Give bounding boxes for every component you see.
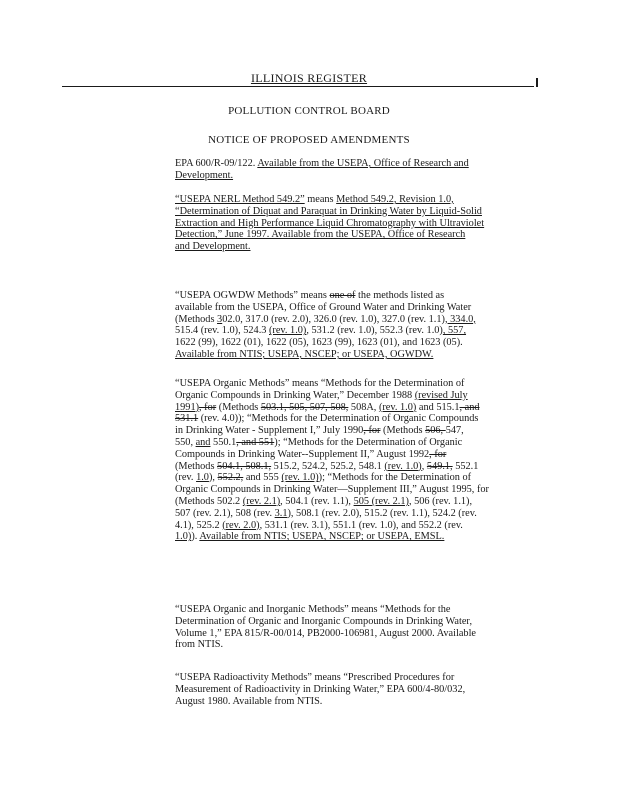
text-run: 1622 (99), 1622 (01), 1622 (05), 1623 (99), 1623 (01), and 1623 (05). [175,337,463,349]
deleted-text: 504.1, 508.1, [217,460,272,472]
text-line [175,206,535,218]
inserted-text: “Determination of Diquat and Paraquat in Drinking Water by Liquid-Solid [175,205,482,217]
text-run: Measurement of Radioactivity in Drinking Water,” EPA 600/4-80/032, [175,683,466,695]
text-line [175,496,535,508]
deleted-text: , and [459,401,480,413]
inserted-text: (rev. 1.0) [384,460,422,472]
text-line [175,520,535,532]
inserted-text: Available from NTIS; USEPA, NSCEP; or USEPA, OGWDW. [175,348,434,360]
board-title: POLLUTION CONTROL BOARD [228,105,390,117]
inserted-text: 3.1 [274,507,288,519]
inserted-text: (rev. 1.0) [281,472,319,484]
inserted-text: 505 (rev. 2.1) [353,495,409,507]
register-title-text: ILLINOIS REGISTER [247,71,371,85]
text-line [175,229,535,241]
text-line [175,337,535,349]
text-run: “USEPA Organic and Inorganic Methods” means “Methods for the [175,604,451,615]
text-run: Organic Compounds in Drinking Water—Supplement III,” August 1995, for [175,484,489,496]
notice-title: NOTICE OF PROPOSED AMENDMENTS [208,134,410,146]
inserted-text: (revised July [414,389,468,401]
text-run: means [304,194,337,205]
text-run: the methods listed as [355,290,445,301]
text-line [175,508,535,520]
inserted-text: (rev. 1.0) [269,325,307,337]
paragraph-usepa-organic-methods [175,378,535,543]
text-run: , [421,460,427,472]
text-run: and 555 [243,472,282,484]
inserted-text: 1991) [175,401,200,413]
text-line [175,302,535,314]
text-run: 4.1), 525.2 [175,519,223,531]
deleted-text: , for [199,401,217,413]
text-line [175,290,535,302]
text-line [175,639,535,651]
text-run: August 1980. Available from NTIS. [175,695,323,707]
inserted-text: “USEPA NERL Method 549.2” [175,194,305,205]
text-run: 515.4 (rev. 1.0), 524.3 [175,325,269,337]
text-run: “USEPA OGWDW Methods” means [175,290,330,301]
inserted-text: Method 549.2, Revision 1.0, [336,194,454,205]
paragraph-usepa-nerl-method [175,194,535,253]
paragraph-epa-600 [175,158,535,182]
paragraph-usepa-organic-inorganic-methods [175,604,535,651]
inserted-text: Development. [175,169,234,181]
text-run: 515.2, 524.2, 525.2, 548.1 [271,460,385,472]
text-run: (Methods [216,401,261,413]
deleted-text: , for [363,425,381,437]
text-line [175,218,535,230]
paragraph-usepa-radioactivity-methods [175,672,535,707]
text-line [175,194,535,206]
register-title [0,71,618,86]
inserted-text: 1.0) [175,531,192,543]
text-run: , 531.1 (rev. 3.1), 551.1 (rev. 1.0), and 552.2 (rev. [259,519,463,531]
text-run: 02.0, 317.0 (rev. 2.0), 326.0 (rev. 1.0), 327.0 (rev. 1.1) [222,313,445,325]
text-run: ); “Methods for the Determination of [318,472,472,484]
inserted-text: Available from the USEPA, Office of Research and [257,158,469,169]
text-run: Determination of Organic and Inorganic Compounds in Drinking Water, [175,615,473,627]
text-line [175,484,535,496]
text-run: 547, [445,425,464,437]
text-line [175,158,535,170]
text-run: (Methods [380,425,426,437]
text-line [175,472,535,484]
deleted-text: one of [329,290,356,301]
inserted-text: , 557, [442,325,467,337]
text-run: ); “Methods for the Determination of Organic [274,436,463,448]
text-line [175,413,535,425]
text-line [175,390,535,402]
text-run: and 515.1 [416,401,460,413]
text-run: , 504.1 (rev. 1.1), [280,495,354,507]
text-line [175,604,535,616]
deleted-text: 531.1 [175,413,199,425]
text-line [175,696,535,708]
text-run: EPA 600/R-09/122. [175,158,258,169]
text-run: “USEPA Radioactivity Methods” means “Prescribed Procedures for [175,672,455,683]
text-run: ). [191,531,200,543]
text-run: , 531.2 (rev. 1.0), 552.3 (rev. 1.0) [306,325,443,337]
text-line [175,402,535,414]
text-run: from NTIS. [175,639,224,651]
inserted-text: Extraction and High Performance Liquid Chromatography with Ultraviolet [175,217,485,229]
text-line [175,449,535,461]
text-line [175,531,535,543]
deleted-text: 552.2, [217,472,244,484]
inserted-text: and Development. [175,241,251,253]
text-run: 508A, [348,401,379,413]
text-run: Compounds in Drinking Water--Supplement II,” August 1992 [175,448,430,460]
deleted-text: , for [429,448,447,460]
text-run: available from the USEPA, Office of Ground Water and Drinking Water [175,301,472,313]
inserted-text: Detection,” June 1997. Available from the USEPA, Office of Research [175,229,466,241]
deleted-text: , and 551 [236,436,275,448]
text-run: 552.1 [452,460,479,472]
inserted-text: , 334.0, [444,313,476,325]
inserted-text: (rev. 1.0) [378,401,417,413]
deleted-text: 503.1, 505, 507, 508, [260,401,349,413]
text-run: “USEPA Organic Methods” means “Methods for the Determination of [175,378,465,389]
header-rule [62,86,534,87]
inserted-text: and [195,436,211,448]
inserted-text: 3 [217,313,223,325]
paragraph-usepa-ogwdw-methods [175,290,535,361]
text-line [175,349,535,361]
text-run: (Methods 502.2 [175,495,243,507]
text-run: Organic Compounds in Drinking Water,” December 1988 [175,389,415,401]
text-run: in Drinking Water - Supplement I,” July 1990 [175,425,364,437]
inserted-text: Available from NTIS; USEPA, NSCEP; or USEPA, EMSL. [199,531,445,543]
text-run: (rev. 4.0)); “Methods for the Determination of Organic Compounds [198,413,479,425]
inserted-text: 1.0 [196,472,209,484]
text-run: , 506 (rev. 1.1), [408,495,473,507]
deleted-text: 549.1, [426,460,453,472]
text-run: Volume 1,” EPA 815/R-00/014, PB2000-106981, August 2000. Available [175,627,477,639]
inserted-text: (rev. 2.0) [222,519,260,531]
text-line [175,461,535,473]
text-run: (rev. [175,472,197,484]
text-line [175,628,535,640]
text-line [175,684,535,696]
deleted-text: 506, [425,425,446,437]
text-run: ), [208,472,218,484]
text-line [175,170,535,182]
text-run: 507 (rev. 2.1), 508 (rev. [175,507,275,519]
text-line [175,378,535,390]
text-line [175,425,535,437]
text-line [175,325,535,337]
text-run: (Methods [175,460,218,472]
text-run: (Methods [175,313,218,325]
text-line [175,437,535,449]
text-run: ), 508.1 (rev. 2.0), 515.2 (rev. 1.1), 524.2 (rev. [287,507,477,519]
text-line [175,314,535,326]
text-line [175,616,535,628]
inserted-text: (rev. 2.1) [242,495,281,507]
text-line [175,241,535,253]
text-run: 550, [175,436,196,448]
text-run: 550.1 [210,436,237,448]
text-line [175,672,535,684]
